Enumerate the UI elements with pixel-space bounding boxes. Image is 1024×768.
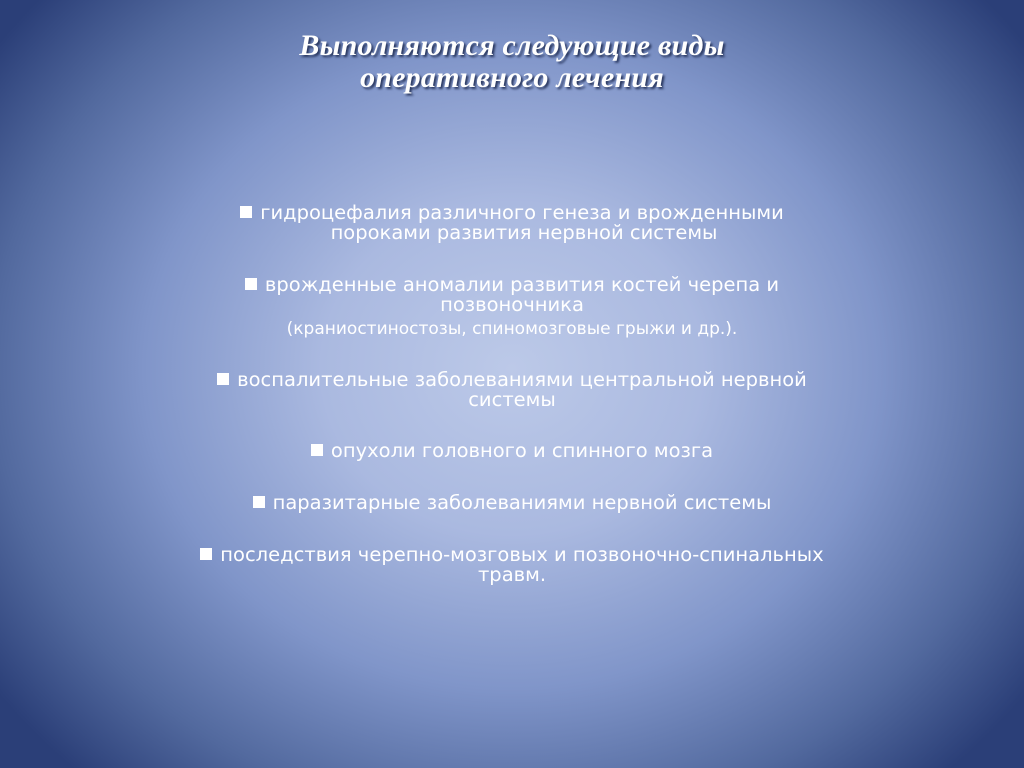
- title-line-1: Выполняются следующие виды: [299, 29, 725, 62]
- list-item-line: [140, 275, 884, 295]
- square-bullet-icon: [217, 373, 229, 385]
- list-item: [140, 370, 884, 410]
- square-bullet-icon: [253, 496, 265, 508]
- list-item: [140, 203, 884, 243]
- list-item-line: системы: [468, 388, 556, 411]
- title-line-2: оперативного лечения: [360, 61, 664, 94]
- list-item: [140, 441, 884, 461]
- list-item-text: гидроцефалия различного генеза и врожденными: [260, 201, 784, 224]
- list-item-line: [140, 441, 884, 461]
- list-item-line: позвоночника: [440, 293, 584, 316]
- square-bullet-icon: [311, 444, 323, 456]
- list-item-text: врожденные аномалии развития костей черепа и: [264, 273, 780, 296]
- list-item-line: [140, 203, 884, 223]
- square-bullet-icon: [240, 206, 252, 218]
- list-item-text: паразитарные заболеваниями нервной системы: [272, 491, 772, 514]
- slide-title: [0, 30, 1024, 94]
- list-item-text: последствия черепно-мозговых и позвоночно-спинальных: [220, 543, 824, 566]
- list-item-line: [140, 545, 884, 565]
- list-item-text: опухоли головного и спинного мозга: [330, 439, 714, 462]
- list-item: [140, 545, 884, 585]
- square-bullet-icon: [200, 548, 212, 560]
- square-bullet-icon: [245, 278, 257, 290]
- list-item-line: [140, 493, 884, 513]
- list-item-line: пороками развития нервной системы: [330, 221, 718, 244]
- list-item-note: (краниостиностозы, спиномозговые грыжи и др.).: [286, 319, 738, 339]
- list-item: [140, 493, 884, 513]
- list-item-text: воспалительные заболеваниями центральной нервной: [237, 368, 807, 391]
- list-item-line: [140, 370, 884, 390]
- list-item-line: травм.: [477, 563, 547, 586]
- list-item: [140, 275, 884, 339]
